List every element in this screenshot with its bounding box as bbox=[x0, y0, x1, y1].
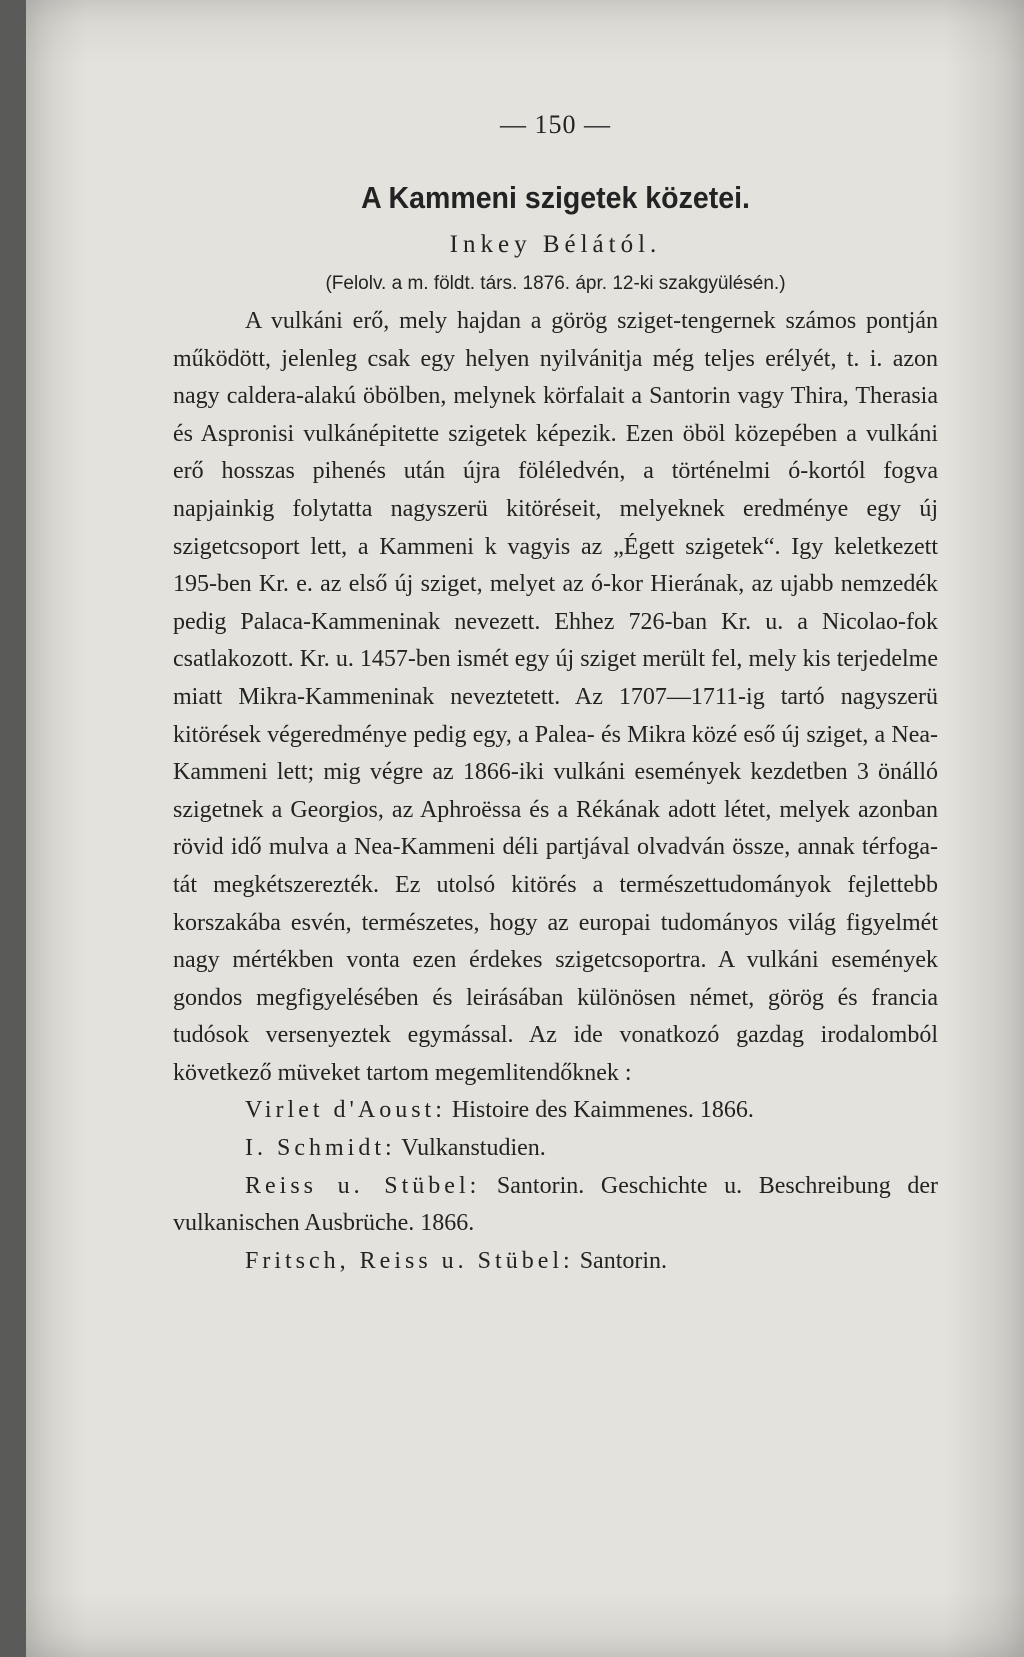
reference-work: Santorin. bbox=[579, 1247, 668, 1274]
reference-item bbox=[173, 1092, 938, 1130]
body-paragraph: A vulkáni erő, mely hajdan a görög sziget-tengernek számos pontján működött, jelenleg csak egy helyen nyilvánitja még teljes erélyét, t. i. azon nagy caldera-alakú öbölben, melynek körfalait a Santorin vagy Thira, Therasia és Aspronisi vulkánépitette szigetek képezik. Ezen öböl közepében a vulkáni erő hosszas pihenés után újra föléledvén, a történelmi ó-kortól fogva napjainkig folytatta nagyszerü kitöréseit, melyeknek eredménye egy új szigetcsoport lett, a Kammeni k vagyis az „Égett szigetek“. Igy keletkezett 195-ben Kr. e. az első új sziget, melyet az ó-kor Hierának, az ujabb nemzedék pedig Palaca-Kammeninak nevezett. Ehhez 726-ban Kr. u. a Nicolao-fok csatlakozott. Kr. u. 1457-ben ismét egy új sziget merült fel, mely kis terjedelme miatt Mikra-Kammeninak neveztetett. Az 1707—1711-ig tartó nagyszerü kitörések végeredménye pedig egy, a Palea- és Mikra közé eső új sziget, a Nea-Kammeni lett; mig végre az 1866-iki vulkáni események kezdetben 3 önálló szigetnek a Georgios, az Aphroëssa és a Rékának adott létet, melyek azonban rövid idő mulva a Nea-Kammeni déli partjával olvadván össze, annak térfogatát megkétszerezték. Ez utolsó kitörés a természettudományok fejlettebb korszakába esvén, természetes, hogy az europai tudományos világ figyelmét nagy mértékben vonta ezen érdekes szigetcsoportra. A vulkáni események gondos megfigyelésében és leirásában különösen német, görög és francia tudósok versenyeztek egymással. Az ide vonatkozó gazdag irodalomból következő müveket tartom megemlitendőknek : bbox=[173, 308, 938, 1086]
reference-author: I. Schmidt: bbox=[245, 1135, 396, 1162]
reference-author: Virlet d'Aoust: bbox=[245, 1097, 446, 1124]
reference-work: Vulkanstudien. bbox=[401, 1135, 546, 1162]
reading-note: (Felolv. a m. földt. társ. 1876. ápr. 12-ki szakgyülésén.) bbox=[325, 273, 786, 294]
reference-item bbox=[173, 1130, 938, 1168]
article-author: Inkey Bélától. bbox=[449, 231, 662, 258]
book-page bbox=[26, 0, 1024, 1657]
article-title: A Kammeni szigetek közetei. bbox=[361, 180, 750, 215]
reference-work: Histoire des Kaimmenes. 1866. bbox=[451, 1097, 754, 1124]
page-number: — 150 — bbox=[500, 110, 611, 139]
reference-author: Fritsch, Reiss u. Stübel: bbox=[245, 1247, 574, 1274]
reference-item bbox=[173, 1243, 938, 1281]
reference-list bbox=[173, 1092, 938, 1280]
reference-item bbox=[173, 1168, 938, 1243]
reference-author: Reiss u. Stübel: bbox=[245, 1172, 481, 1199]
reference-work: Santorin. Geschichte u. Beschreibung der vulkanischen Ausbrüche. 1866. bbox=[173, 1172, 939, 1237]
page-content bbox=[173, 110, 938, 1280]
